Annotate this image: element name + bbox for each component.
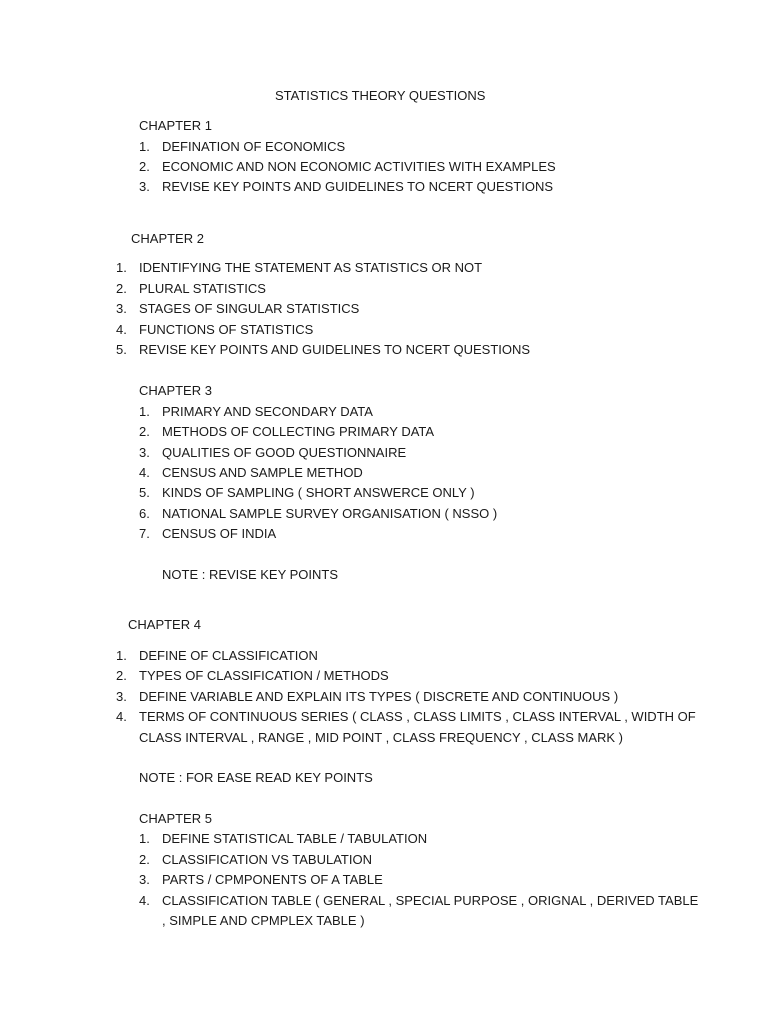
list-item-number: 2. xyxy=(139,159,150,174)
list-item: PLURAL STATISTICS xyxy=(139,281,266,296)
list-item: DEFINE VARIABLE AND EXPLAIN ITS TYPES ( DISCRETE AND CONTINUOUS ) xyxy=(139,689,619,704)
list-item: QUALITIES OF GOOD QUESTIONNAIRE xyxy=(162,445,407,460)
list-item-number: 2. xyxy=(116,668,127,683)
list-item-number: 3. xyxy=(139,179,150,194)
list-item-number: 1. xyxy=(139,831,150,846)
list-item: PARTS / CPMPONENTS OF A TABLE xyxy=(162,872,383,887)
list-item: CLASSIFICATION VS TABULATION xyxy=(162,852,372,867)
chapter-3-note: NOTE : REVISE KEY POINTS xyxy=(162,567,339,582)
list-item-number: 4. xyxy=(116,322,127,337)
list-item: DEFINE STATISTICAL TABLE / TABULATION xyxy=(162,831,428,846)
list-item: STAGES OF SINGULAR STATISTICS xyxy=(139,301,360,316)
chapter-5-heading: CHAPTER 5 xyxy=(139,811,212,826)
list-item: CENSUS OF INDIA xyxy=(162,526,277,541)
list-item-number: 3. xyxy=(116,689,127,704)
list-item-number: 1. xyxy=(116,260,127,275)
list-item: TERMS OF CONTINUOUS SERIES ( CLASS , CLASS LIMITS , CLASS INTERVAL , WIDTH OF xyxy=(139,709,696,724)
list-item-number: 2. xyxy=(139,852,150,867)
chapter-3-heading: CHAPTER 3 xyxy=(139,383,212,398)
list-item: PRIMARY AND SECONDARY DATA xyxy=(162,404,373,419)
list-item: FUNCTIONS OF STATISTICS xyxy=(139,322,314,337)
document-title: STATISTICS THEORY QUESTIONS xyxy=(275,88,486,103)
chapter-4-heading: CHAPTER 4 xyxy=(128,617,201,632)
list-item-number: 3. xyxy=(139,872,150,887)
list-item-number: 7. xyxy=(139,526,150,541)
list-item: REVISE KEY POINTS AND GUIDELINES TO NCERT QUESTIONS xyxy=(139,342,531,357)
list-item-number: 1. xyxy=(139,404,150,419)
list-item-number: 6. xyxy=(139,506,150,521)
list-item-number: 4. xyxy=(139,465,150,480)
list-item: KINDS OF SAMPLING ( SHORT ANSWERCE ONLY ) xyxy=(162,485,475,500)
list-item: NATIONAL SAMPLE SURVEY ORGANISATION ( NSSO ) xyxy=(162,506,498,521)
chapter-1-heading: CHAPTER 1 xyxy=(139,118,212,133)
list-item: REVISE KEY POINTS AND GUIDELINES TO NCERT QUESTIONS xyxy=(162,179,554,194)
list-item: METHODS OF COLLECTING PRIMARY DATA xyxy=(162,424,435,439)
list-item-continuation: , SIMPLE AND CPMPLEX TABLE ) xyxy=(162,913,365,928)
list-item: TYPES OF CLASSIFICATION / METHODS xyxy=(139,668,389,683)
list-item-number: 2. xyxy=(116,281,127,296)
list-item-number: 5. xyxy=(139,485,150,500)
chapter-2-heading: CHAPTER 2 xyxy=(131,231,204,246)
list-item-number: 3. xyxy=(139,445,150,460)
list-item-number: 4. xyxy=(139,893,150,908)
list-item: ECONOMIC AND NON ECONOMIC ACTIVITIES WITH EXAMPLES xyxy=(162,159,556,174)
list-item-number: 2. xyxy=(139,424,150,439)
list-item-number: 1. xyxy=(139,139,150,154)
list-item: DEFINE OF CLASSIFICATION xyxy=(139,648,318,663)
list-item: DEFINATION OF ECONOMICS xyxy=(162,139,346,154)
list-item-continuation: CLASS INTERVAL , RANGE , MID POINT , CLASS FREQUENCY , CLASS MARK ) xyxy=(139,730,624,745)
list-item: CLASSIFICATION TABLE ( GENERAL , SPECIAL PURPOSE , ORIGNAL , DERIVED TABLE xyxy=(162,893,699,908)
list-item-number: 5. xyxy=(116,342,127,357)
list-item: CENSUS AND SAMPLE METHOD xyxy=(162,465,363,480)
list-item: IDENTIFYING THE STATEMENT AS STATISTICS OR NOT xyxy=(139,260,483,275)
list-item-number: 3. xyxy=(116,301,127,316)
list-item-number: 4. xyxy=(116,709,127,724)
chapter-4-note: NOTE : FOR EASE READ KEY POINTS xyxy=(139,770,373,785)
list-item-number: 1. xyxy=(116,648,127,663)
